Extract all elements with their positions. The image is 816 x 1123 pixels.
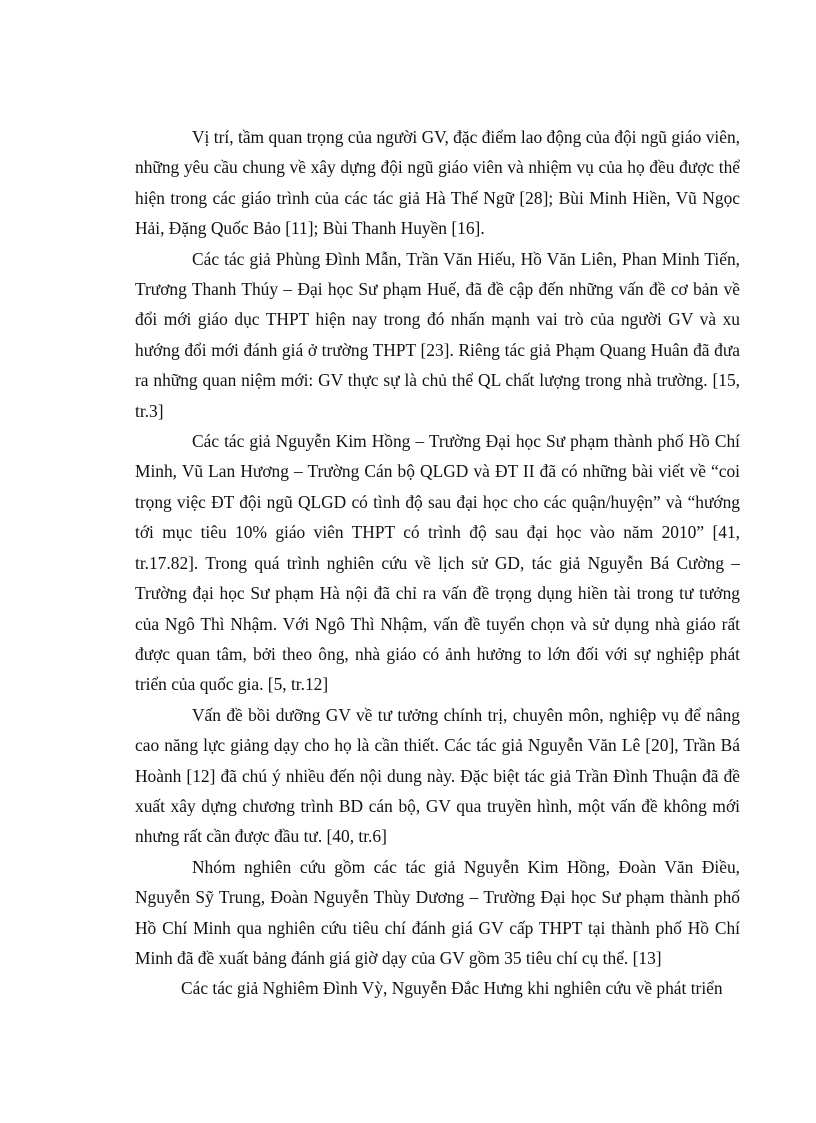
paragraph-teacher-training: Vấn đề bồi dưỡng GV về tư tưởng chính trị, chuyên môn, nghiệp vụ để nâng cao năng lực giảng dạy cho họ là cần thiết. Các tác giả Nguyễn Văn Lê [20], Trần Bá Hoành [12] đã chú ý nhiều đến nội dung này. Đặc biệt tác giả Trần Đình Thuận đã đề xuất xây dựng chương trình BD cán bộ, GV qua truyền hình, một vấn đề không mới nhưng rất cần được đầu tư. [40, tr.6] — [135, 704, 740, 847]
paragraph-research-group: Nhóm nghiên cứu gồm các tác giả Nguyễn Kim Hồng, Đoàn Văn Điều, Nguyễn Sỹ Trung, Đoàn Nguyễn Thùy Dương – Trường Đại học Sư phạm thành phố Hồ Chí Minh qua nghiên cứu tiêu chí đánh giá GV cấp THPT tại thành phố Hồ Chí Minh đã đề xuất bảng đánh giá giờ dạy của GV gồm 35 tiêu chí cụ thể. [13] — [135, 856, 740, 968]
paragraph-teacher-role: Vị trí, tầm quan trọng của người GV, đặc điểm lao động của đội ngũ giáo viên, những yêu cầu chung về xây dựng đội ngũ giáo viên và nhiệm vụ của họ đều được thể hiện trong các giáo trình của các tác giả Hà Thế Ngữ [28]; Bùi Minh Hiền, Vũ Ngọc Hải, Đặng Quốc Bảo [11]; Bùi Thanh Huyền [16]. — [135, 127, 740, 239]
document-page — [135, 122, 740, 1004]
paragraph-hcmc-authors: Các tác giả Nguyễn Kim Hồng – Trường Đại học Sư phạm thành phố Hồ Chí Minh, Vũ Lan Hương – Trường Cán bộ QLGD và ĐT II đã có những bài viết về “coi trọng việc ĐT đội ngũ QLGD có tình độ sau đại học cho các quận/huyện” và “hướng tới mục tiêu 10% giáo viên THPT có trình độ sau đại học vào năm 2010” [41, tr.17.82]. Trong quá trình nghiên cứu về lịch sử GD, tác giả Nguyễn Bá Cường – Trường đại học Sư phạm Hà nội đã chỉ ra vấn đề trọng dụng hiền tài trong tư tưởng của Ngô Thì Nhậm. Với Ngô Thì Nhậm, vấn đề tuyển chọn và sử dụng nhà giáo rất được quan tâm, bởi theo ông, nhà giáo có ảnh hưởng to lớn đối với sự nghiệp phát triển của quốc gia. [5, tr.12] — [135, 431, 740, 695]
paragraph-hue-authors: Các tác giả Phùng Đình Mẫn, Trần Văn Hiếu, Hồ Văn Liên, Phan Minh Tiến, Trương Thanh Thúy – Đại học Sư phạm Huế, đã đề cập đến những vấn đề cơ bản về đổi mới giáo dục THPT hiện nay trong đó nhấn mạnh vai trò của người GV và xu hướng đổi mới đánh giá ở trường THPT [23]. Riêng tác giả Phạm Quang Huân đã đưa ra những quan niệm mới: GV thực sự là chủ thể QL chất lượng trong nhà trường. [15, tr.3] — [135, 248, 740, 421]
paragraph-development: Các tác giả Nghiêm Đình Vỳ, Nguyễn Đắc Hưng khi nghiên cứu về phát triển — [181, 978, 723, 999]
